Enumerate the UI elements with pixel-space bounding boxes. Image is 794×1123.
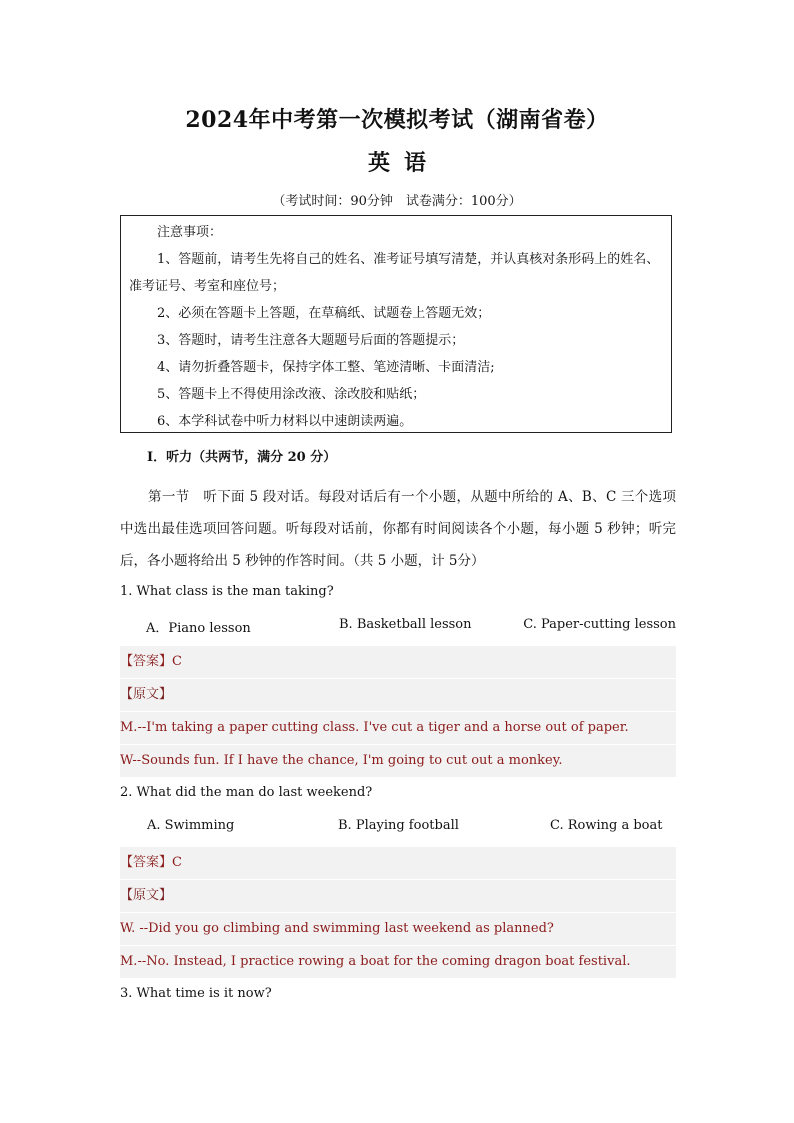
answer-label: 【答案】C [120,847,676,880]
answer-block-2 [120,847,676,979]
script-line: M.--No. Instead, I practice rowing a boat for the coming dragon boat festival. [120,946,676,979]
notice-item: 3、答题时，请考生注意各大题题号后面的答题提示； [157,333,465,348]
script-line: W--Sounds fun. If I have the chance, I'm going to cut out a monkey. [120,745,676,778]
exam-title: 2024年中考第一次模拟考试（湖南省卷） [185,107,609,133]
notice-item: 6、本学科试卷中听力材料以中速朗读两遍。 [157,414,413,429]
script-label: 【原文】 [120,880,676,913]
question-1: 1. What class is the man taking? [120,584,334,599]
question-3: 3. What time is it now? [120,986,272,1001]
script-label: 【原文】 [120,679,676,712]
question-2-options [120,818,676,838]
notice-item: 2、必须在答题卡上答题，在草稿纸、试题卷上答题无效； [157,306,491,321]
option-b: B. Playing football [338,818,459,833]
script-line: W. --Did you go climbing and swimming last weekend as planned? [120,913,676,946]
answer-block-1 [120,646,676,778]
option-c: C. Paper-cutting lesson [523,617,676,632]
option-b: B. Basketball lesson [339,617,472,632]
notice-item: 5、答题卡上不得使用涂改液、涂改胶和贴纸； [157,387,426,402]
notice-heading: 注意事项： [157,225,223,240]
option-a: A．Piano lesson [146,621,251,636]
notice-box [120,215,672,433]
script-line: M.--I'm taking a paper cutting class. I've cut a tiger and a horse out of paper. [120,712,676,745]
section-heading: I．听力（共两节，满分 20 分） [147,450,337,465]
option-c: C. Rowing a boat [550,818,663,833]
option-a: A. Swimming [147,818,235,833]
question-2: 2. What did the man do last weekend? [120,785,373,800]
question-1-options [120,617,676,637]
answer-label: 【答案】C [120,646,676,679]
subject-title: 英语 [367,150,440,176]
notice-item: 1、答题前，请考生先将自己的姓名、准考证号填写清楚，并认真核对条形码上的姓名、准考证号、考室和座位号； [129,252,660,294]
exam-info: （考试时间：90分钟 试卷满分：100分） [272,194,522,209]
notice-item: 4、请勿折叠答题卡，保持字体工整、笔迹清晰、卡面清洁; [157,360,495,375]
section-description: 第一节 听下面 5 段对话。每段对话后有一个小题，从题中所给的 A、B、C 三个选项中选出最佳选项回答问题。听每段对话前，你都有时间阅读各个小题，每小题 5 秒钟；听完后，各小题将给出 5 秒钟的作答时间。（共 5 小题，计 5分） [120,489,676,569]
